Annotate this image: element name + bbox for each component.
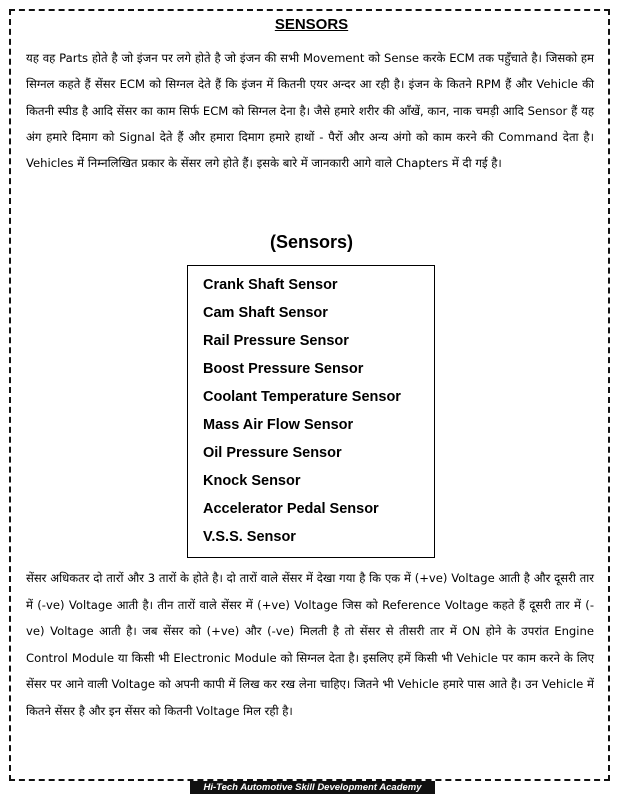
sensor-item-coolant-temperature: Coolant Temperature Sensor bbox=[203, 389, 401, 405]
sensor-item-accelerator-pedal: Accelerator Pedal Sensor bbox=[203, 501, 379, 517]
page-title: SENSORS bbox=[274, 16, 349, 33]
sensor-item-boost-pressure: Boost Pressure Sensor bbox=[203, 361, 364, 377]
sensor-item-knock: Knock Sensor bbox=[203, 473, 301, 489]
sensor-item-mass-air-flow: Mass Air Flow Sensor bbox=[203, 417, 354, 433]
sensor-item-crank-shaft: Crank Shaft Sensor bbox=[203, 277, 338, 293]
sensors-list-heading: (Sensors) bbox=[269, 232, 354, 252]
sensors-list-box bbox=[187, 265, 435, 558]
sensor-item-rail-pressure: Rail Pressure Sensor bbox=[203, 333, 349, 349]
sensor-item-vss: V.S.S. Sensor bbox=[203, 529, 296, 545]
footer-academy-name: Hi-Tech Automotive Skill Development Academy bbox=[190, 781, 435, 794]
sensor-item-oil-pressure: Oil Pressure Sensor bbox=[203, 445, 342, 461]
sensor-item-cam-shaft: Cam Shaft Sensor bbox=[203, 305, 328, 321]
voltage-paragraph: सेंसर अधिकतर दो तारों और 3 तारों के होते है। दो तारों वाले सेंसर में देखा गया है कि एक में (+ve) Voltage आती है और दूसरी तार में (-ve) Voltage आती है। तीन तारों वाले सेंसर में (+ve) Voltage जिस को Reference Voltage कहते हैं दूसरी तार में (-ve) Voltage आती है। जब सेंसर को (+ve) और (-ve) मिलती है तो सेंसर से तीसरी तार में ON होने के उपरांत Engine Control Module या किसी भी Electronic Module को सिग्नल देता है। इसलिए हमें किसी भी Vehicle पर काम करने के लिए सेंसर पर आने वाली Voltage को अपनी कापी में लिख कर रख लेना चाहिए। जितने भी Vehicle हमारे पास आते है। उन Vehicle में कितने सेंसर है और इन सेंसर को कितनी Voltage मिल रही है। bbox=[26, 571, 594, 718]
intro-paragraph: यह वह Parts होते है जो इंजन पर लगे होते है जो इंजन की सभी Movement को Sense करके ECM तक पहुँचाते है। जिसको हम सिग्नल कहते हैं सेंसर ECM को सिग्नल देते हैं कि इंजन में कितनी एयर अन्दर आ रही है। इंजन के कितने RPM हैं और Vehicle की कितनी स्पीड है आदि सेंसर का काम सिर्फ ECM को सिग्नल देना है। जैसे हमारे शरीर की आँखें, कान, नाक चमड़ी आदि Sensor हैं यह अंग हमारे दिमाग को Signal देते हैं और हमारा दिमाग हमारे हाथों - पैरों और अन्य अंगो को काम करने की Command देता है। Vehicles में निम्नलिखित प्रकार के सेंसर लगे होते हैं। इसके बारे में जानकारी आगे वाले Chapters में दी गई है। bbox=[26, 51, 594, 171]
